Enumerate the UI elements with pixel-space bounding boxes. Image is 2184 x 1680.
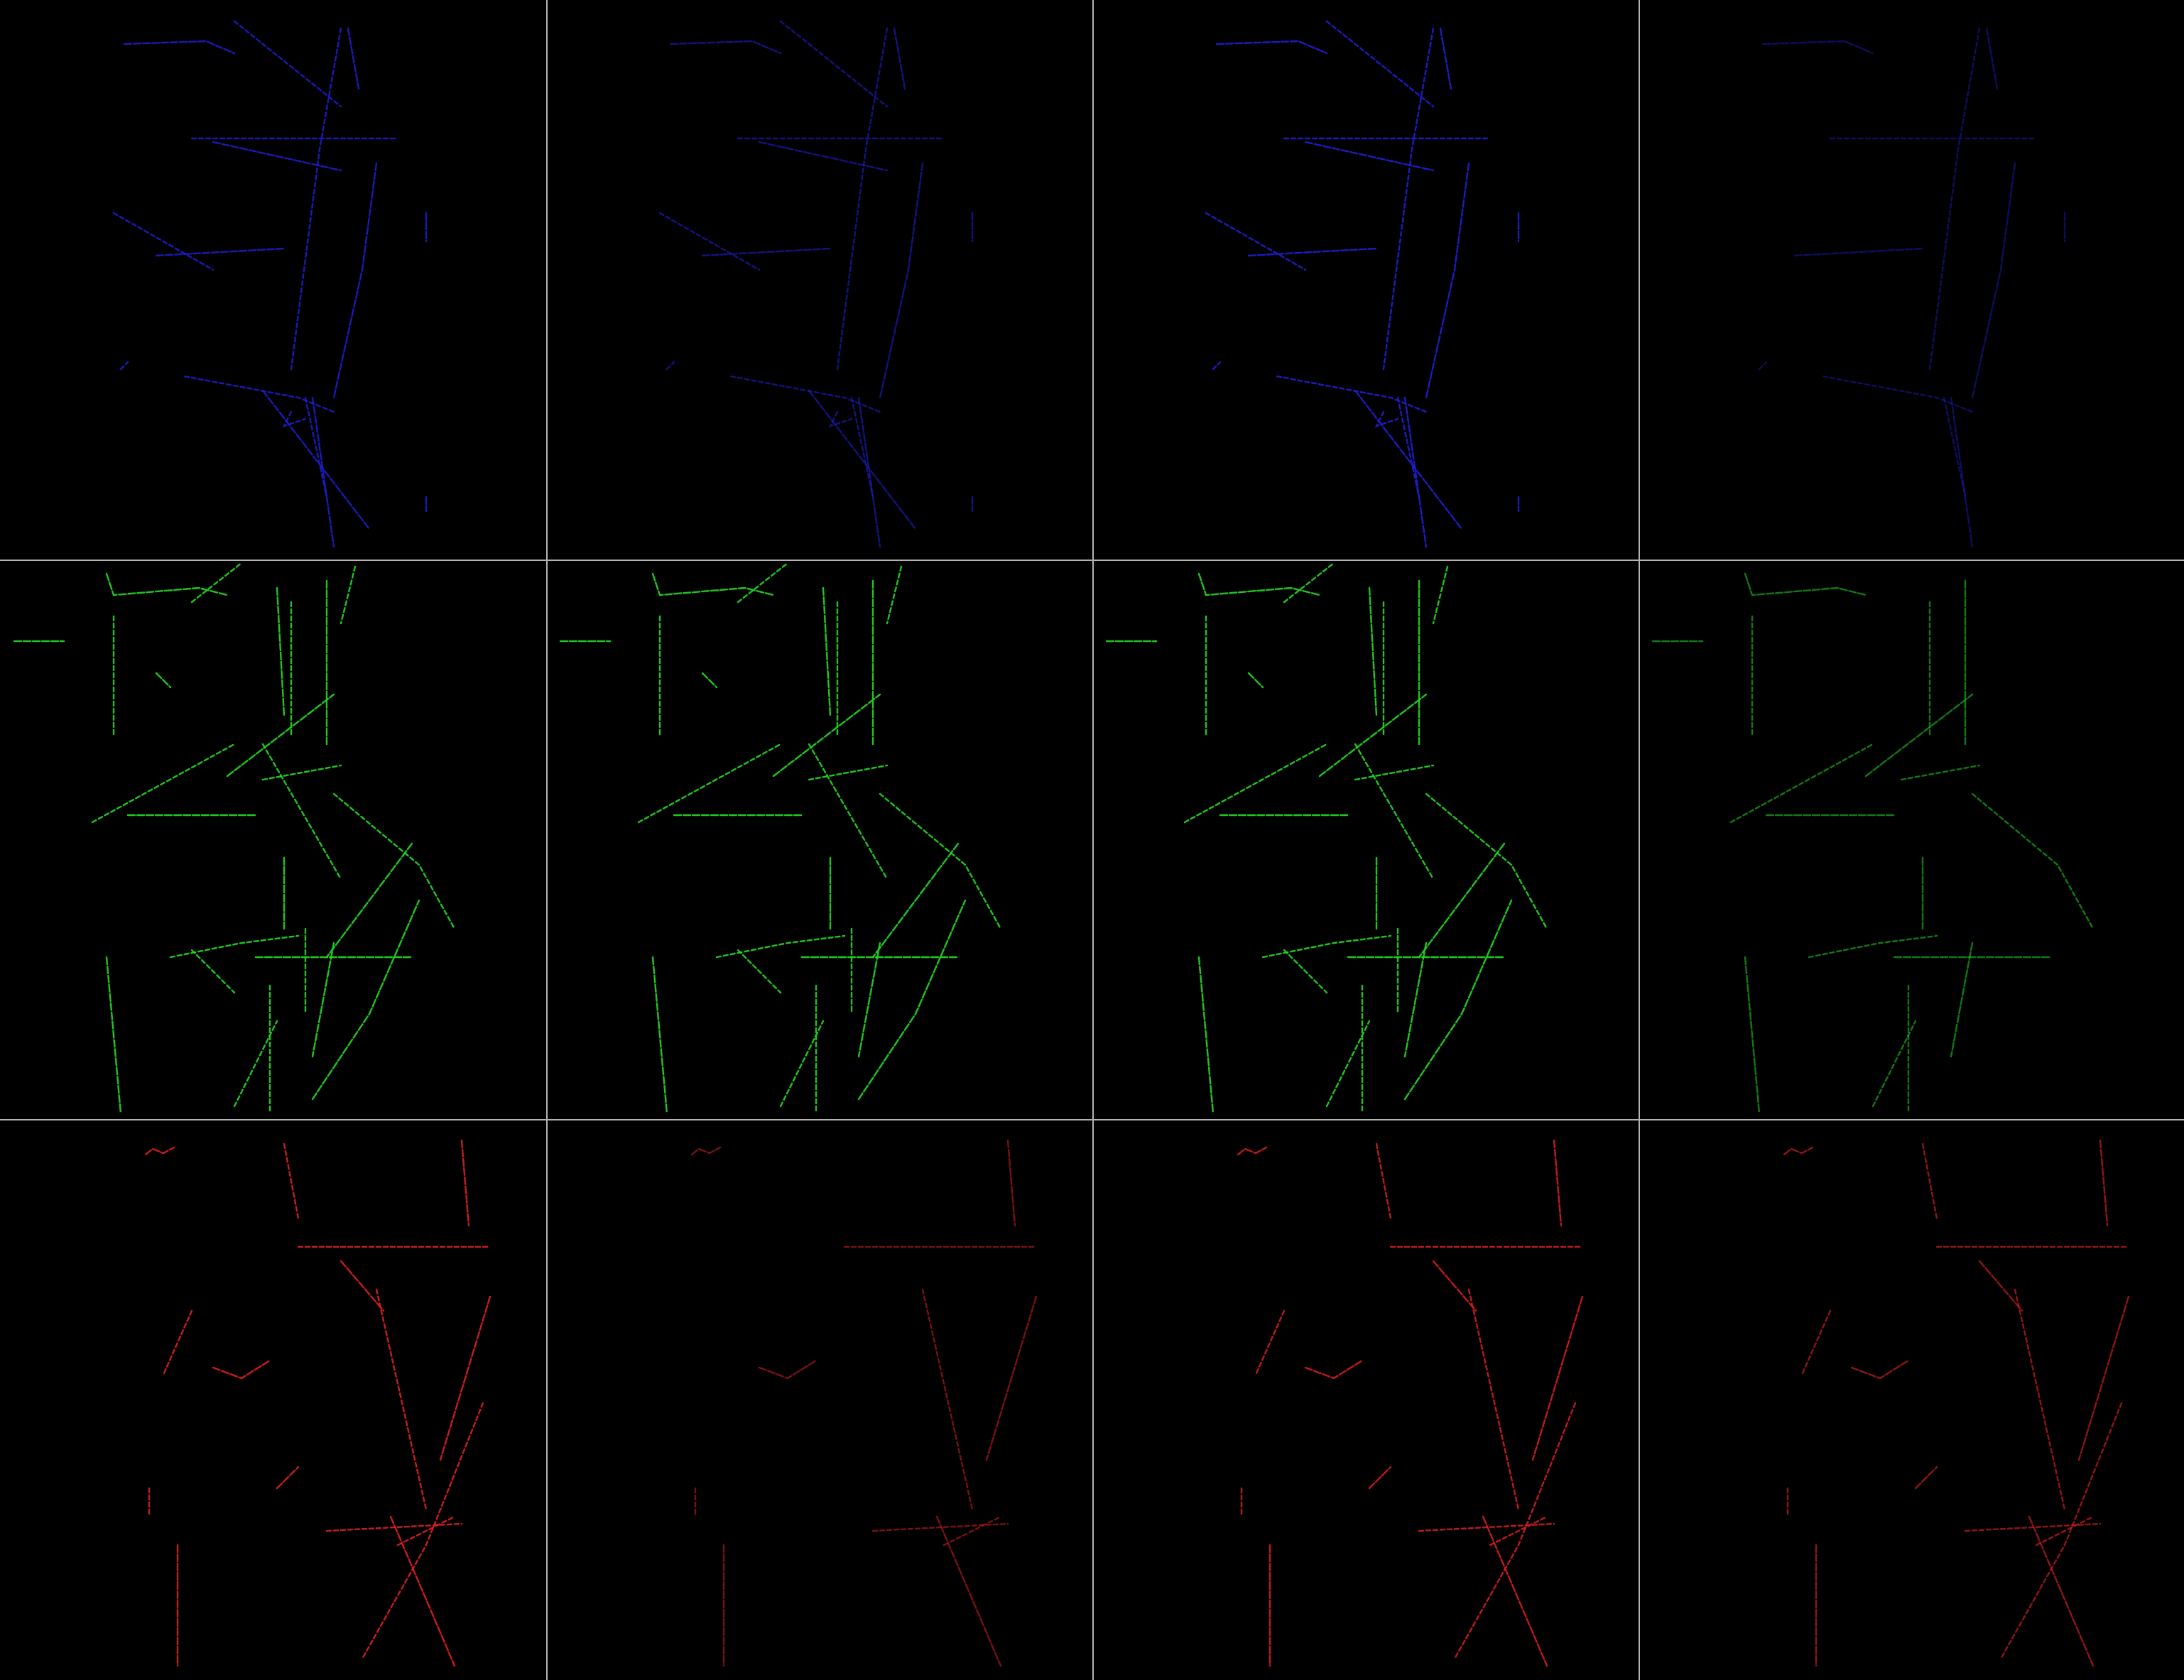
track-segment [1369,1467,1391,1488]
track-segment [894,28,905,89]
track-segment [738,950,781,993]
track-segment [313,900,419,1099]
track-segment [192,950,234,993]
track-segment [1795,249,1923,256]
track-segment [1759,362,1766,369]
track-segment [859,900,965,1099]
tracks-red-row-2 [546,1119,1092,1680]
track-segment [313,398,334,547]
vertical-divider [546,0,548,1680]
track-segment [837,28,887,369]
track-segment [1384,28,1433,369]
track-segment [291,28,341,369]
track-segment [1277,376,1426,412]
track-segment [263,744,341,879]
panel-green-row-4 [1639,560,2184,1119]
track-segment [1256,1311,1284,1375]
track-segment [2079,1297,2129,1460]
track-segment [213,1360,270,1378]
track-segment [1426,794,1547,929]
track-segment [1398,398,1419,497]
track-segment [1305,1360,1362,1378]
track-segment [759,142,887,170]
track-segment [341,567,355,623]
tracks-red-row-4 [1639,1119,2184,1680]
track-segment [937,1517,1001,1666]
track-segment [887,567,901,623]
track-segment [692,1147,720,1155]
track-segment [1217,41,1327,53]
track-segment [1419,844,1504,957]
track-segment [1852,1360,1908,1378]
track-segment [440,1297,490,1460]
track-segment [809,744,887,879]
track-segment [944,1517,1001,1545]
tracks-blue-row-2 [546,0,1092,560]
track-segment [1930,28,1979,369]
track-segment [1916,1467,1937,1488]
track-segment [1951,943,1972,1057]
track-segment [1490,1517,1547,1545]
track-segment [1823,376,1972,412]
track-segment [1731,744,1873,822]
tracks-green-row-4 [1639,560,2184,1119]
track-segment [639,744,781,822]
track-segment [1263,936,1391,957]
track-segment [334,163,376,398]
track-segment [1433,567,1447,623]
panel-blue-row-2 [546,0,1092,560]
track-segment [2036,1517,2093,1545]
track-segment [1185,744,1327,822]
horizontal-divider [0,560,2184,561]
track-segment [124,41,234,53]
track-segment [1376,412,1398,426]
track-segment [1199,957,1213,1113]
track-segment [653,574,773,595]
track-segment [341,1261,384,1311]
track-segment [1305,142,1433,170]
track-segment [2015,1289,2065,1510]
panel-blue-row-1 [0,0,546,560]
tracks-green-row-3 [1092,560,1639,1119]
track-segment [731,376,880,412]
track-segment [1763,41,1873,53]
track-segment [660,213,759,270]
track-segment [1355,744,1433,879]
panel-red-row-1 [0,1119,546,1680]
track-segment [107,574,227,595]
track-segment [781,21,887,107]
track-segment [348,28,359,89]
track-segment [362,1403,483,1659]
tracks-blue-row-3 [1092,0,1639,560]
track-segment [263,765,341,780]
vertical-divider [1092,0,1094,1680]
track-segment [1433,1261,1476,1311]
track-segment [1554,1140,1561,1226]
track-segment [859,398,880,547]
track-segment [227,694,334,776]
track-segment [809,765,887,780]
horizontal-divider [0,1119,2184,1120]
track-segment [667,362,674,369]
track-segment [773,694,880,776]
track-segment [1923,1144,1937,1218]
track-segment [1369,588,1376,716]
track-segment [1972,163,2015,398]
panel-red-row-4 [1639,1119,2184,1680]
track-segment [462,1140,469,1226]
panel-green-row-1 [0,560,546,1119]
track-segment [759,1360,816,1378]
track-segment [1320,694,1426,776]
track-segment [702,249,830,256]
track-segment [702,673,717,687]
track-segment [1405,398,1426,547]
tracks-green-row-2 [546,560,1092,1119]
track-segment [277,588,284,716]
track-segment [284,1144,298,1218]
track-segment [92,744,234,822]
track-segment [880,163,923,398]
track-segment [2001,1403,2121,1659]
track-segment [738,563,788,602]
track-segment [1249,249,1376,256]
track-segment [156,249,284,256]
panel-blue-row-4 [1639,0,2184,560]
track-segment [809,391,916,529]
panel-green-row-2 [546,560,1092,1119]
track-segment [185,376,334,412]
track-segment [1802,1311,1830,1375]
track-segment [1426,163,1469,398]
track-segment [873,844,958,957]
track-segment [1987,28,1997,89]
track-segment [1745,574,1866,595]
track-segment [653,957,667,1113]
track-segment [880,794,1001,929]
track-segment [334,794,455,929]
track-segment [277,1467,298,1488]
track-segment [1405,943,1426,1057]
track-segment [1469,1289,1519,1510]
tracks-green-row-1 [0,560,546,1119]
track-segment [234,21,341,107]
track-segment [1951,398,1972,547]
track-segment [1405,900,1511,1099]
track-segment [823,588,830,716]
track-segment [1238,1147,1266,1155]
track-segment [1979,1261,2022,1311]
track-segment [852,398,873,497]
track-segment [376,1289,426,1510]
track-segment [1327,21,1433,107]
panel-red-row-2 [546,1119,1092,1680]
track-segment [717,936,844,957]
track-segment [305,398,327,497]
track-segment [156,673,170,687]
tracks-red-row-3 [1092,1119,1639,1680]
track-segment [1944,398,1965,497]
tracks-red-row-1 [0,1119,546,1680]
track-segment [1533,1297,1582,1460]
track-segment [313,943,334,1057]
track-segment [263,391,369,529]
track-segment [987,1297,1036,1460]
track-segment [146,1147,174,1155]
track-segment [107,957,121,1113]
track-segment [192,563,241,602]
track-segment [1455,1403,1575,1659]
track-segment [163,1311,192,1375]
track-segment [327,844,412,957]
tracks-blue-row-1 [0,0,546,560]
track-segment [670,41,781,53]
track-segment [1206,213,1305,270]
track-segment [2100,1140,2107,1226]
track-segment [830,412,852,426]
track-segment [1199,574,1320,595]
track-segment [114,213,213,270]
track-segment [398,1517,455,1545]
track-segment [1284,563,1334,602]
track-segment [170,936,298,957]
track-segment [1784,1147,1813,1155]
track-segment [1745,957,1759,1113]
track-segment [284,412,305,426]
panel-blue-row-3 [1092,0,1639,560]
track-segment [859,943,880,1057]
track-segment [1249,673,1263,687]
track-segment [213,142,341,170]
panel-red-row-3 [1092,1119,1639,1680]
panel-green-row-3 [1092,560,1639,1119]
track-segment [1284,950,1327,993]
track-segment [1213,362,1220,369]
track-segment [1440,28,1451,89]
track-segment [1376,1144,1391,1218]
track-segment [121,362,128,369]
track-segment [1355,765,1433,780]
track-segment [1809,936,1937,957]
track-segment [923,1289,972,1510]
tracks-blue-row-4 [1639,0,2184,560]
vertical-divider [1639,0,1640,1680]
track-segment [1008,1140,1015,1226]
track-segment [1866,694,1972,776]
track-segment [1901,765,1979,780]
track-segment [1972,794,2093,929]
track-segment [1355,391,1462,529]
